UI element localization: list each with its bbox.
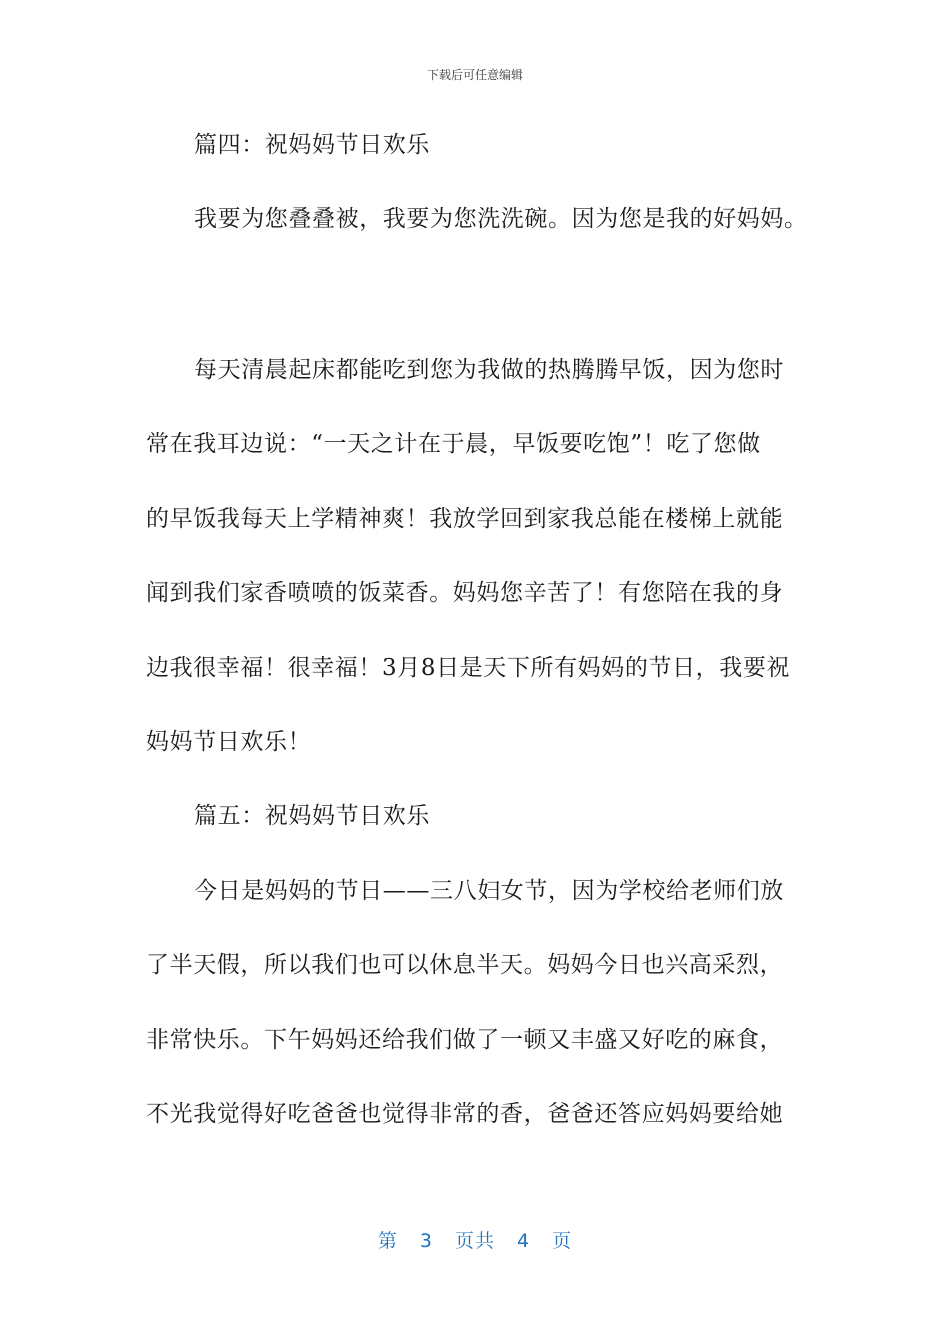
- paragraph-line: 边我很幸福！很幸福！3月8日是天下所有妈妈的节日，我要祝: [146, 655, 791, 681]
- paragraph-line: 我要为您叠叠被，我要为您洗洗碗。因为您是我的好妈妈。: [194, 206, 808, 232]
- footer-current-page: 3: [419, 1230, 433, 1252]
- paragraph-line: 的早饭我每天上学精神爽！我放学回到家我总能在楼梯上就能: [146, 506, 784, 532]
- page-footer: [0, 1226, 950, 1253]
- footer-prefix: 第: [377, 1230, 398, 1252]
- footer-total-pages: 4: [517, 1230, 531, 1252]
- section-heading-5: 篇五：祝妈妈节日欢乐: [194, 803, 430, 829]
- page-header-note: 下载后可任意编辑: [426, 68, 523, 82]
- paragraph-line: 常在我耳边说：“一天之计在于晨，早饭要吃饱”！吃了您做: [146, 431, 761, 457]
- paragraph-line: 了半天假，所以我们也可以休息半天。妈妈今日也兴高采烈，: [146, 952, 784, 978]
- paragraph-line: 妈妈节日欢乐！: [146, 729, 312, 755]
- paragraph-line: 每天清晨起床都能吃到您为我做的热腾腾早饭，因为您时: [194, 357, 784, 383]
- paragraph-line: 不光我觉得好吃爸爸也觉得非常的香，爸爸还答应妈妈要给她: [146, 1101, 784, 1127]
- section-heading-4: 篇四：祝妈妈节日欢乐: [194, 132, 430, 158]
- paragraph-line: 非常快乐。下午妈妈还给我们做了一顿又丰盛又好吃的麻食，: [146, 1027, 784, 1053]
- paragraph-line: 闻到我们家香喷喷的饭菜香。妈妈您辛苦了！有您陪在我的身: [146, 580, 784, 606]
- paragraph-line: 今日是妈妈的节日——三八妇女节，因为学校给老师们放: [194, 878, 784, 904]
- footer-middle: 页共: [454, 1230, 495, 1252]
- footer-suffix: 页: [552, 1230, 573, 1252]
